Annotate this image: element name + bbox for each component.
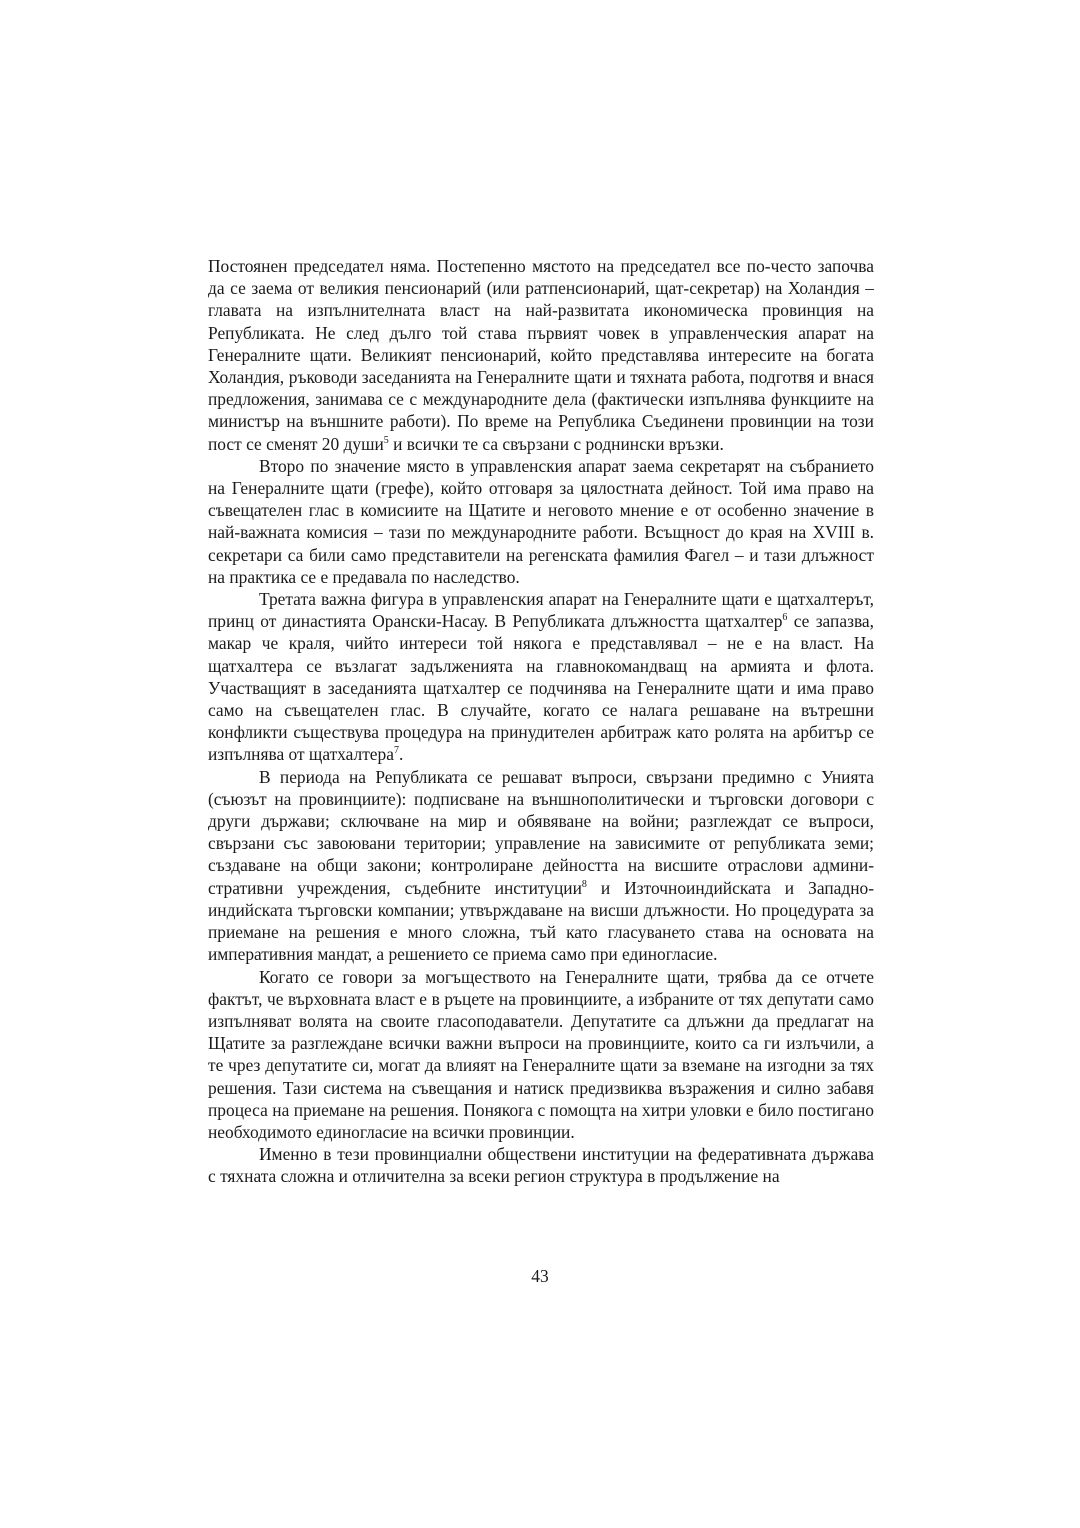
- paragraph-3: Третата важна фигура в управленския апарат на Генералните щати е щатхалтерът, принц от династията Орански-Насау. В Републиката длъжността щатхалтер$^6$ се запазва, макар че краля, чийто интереси той някога е представлявал – не е на власт. На щатхалтера се възлагат задълженията на главнокомандващ на армията и флота. Участващият в заседанията щатхалтер се подчинява на Генералните щати и има право само на съвещателен глас. В случайте, когато се налага решаване на вътрешни конфликти съществува процедура на принудителен арбитраж като ролята на арбитър се изпълнява от щатхалтера$^7$.: [208, 589, 874, 765]
- paragraph-1: Постоянен председател няма. Постепенно мястото на председател все по-често започва да се заема от великия пенсионарий (или ратпенсионарий, щат-секретар) на Холандия – главата на изпълнителната власт на най-развитата икономическа провинция на Републиката. Не след дълго той става първият човек в управленческия апарат на Генералните щати. Великият пенсионарий, който представлява интересите на богата Холандия, ръководи заседанията на Генералните щати и тяхната работа, подготвя и внася предложения, занимава се с международните дела (фактически изпълнява функциите на министър на външните работи). По време на Република Съединени провинции на този пост се сменят 20 души$^5$ и всички те са свързани с роднински връзки.: [208, 256, 874, 454]
- page-number: 43: [531, 1266, 549, 1286]
- paragraph-4: В периода на Републиката се решават въпроси, свързани предимно с Унията (съюзът на провинциите): подписване на външнополитически и търговски договори с други държави; сключване на мир и обявяване на войни; разглеждат се въпроси, свързани със завоювани територии; управление на зависимите от републиката земи; създаване на общи закони; контролиране дейността на висшите отраслови административни учреждения, съдебните институции$^8$ и Източноиндийската и Западноиндийската търговски компании; утвърждаване на висши длъжности. Но процедурата за приемане на решения е много сложна, тъй като гласуването става на основата на императивния мандат, а решението се приема само при единогласие.: [208, 766, 874, 965]
- paragraph-6: Именно в тези провинциални обществени институции на федеративната държава с тяхната сложна и отличителна за всеки регион структура в продължение на: [208, 1144, 874, 1187]
- body-text: [208, 255, 874, 1188]
- footnote-ref-6[interactable]: 6: [782, 612, 788, 624]
- paragraph-2: Второ по значение място в управленския апарат заема секретарят на събранието на Генералните щати (грефе), който отговаря за цялостната дейност. Той има право на съвещателен глас в комисиите на Щатите и неговото мнение е от особенно значение в най-важната комисия – тази по международните работи. Всъщност до края на XVIII в. секретари са били само представители на регенската фамилия Фагел – и тази длъжност на практика се е предавала по наследство.: [208, 455, 874, 587]
- footnote-ref-5[interactable]: 5: [383, 434, 389, 446]
- footnote-ref-8[interactable]: 8: [581, 878, 587, 890]
- paragraph-5: Когато се говори за могъществото на Генералните щати, трябва да се отчете фактът, че върховната власт е в ръцете на провинциите, а избраните от тях депутати само изпълняват волята на своите гласоподаватели. Депутатите са длъжни да предлагат на Щатите за разглеждане всички важни въпроси на провинциите, които са ги излъчили, а те чрез депутатите си, могат да влияят на Генералните щати за вземане на изгодни за тях решения. Тази система на съвещания и натиск предизвиква възражения и силно забавя процеса на приемане на решения. Понякога с помощта на хитри уловки е било постигано необходимото единогласие на всички провинции.: [208, 966, 874, 1142]
- footnote-ref-7[interactable]: 7: [393, 745, 399, 757]
